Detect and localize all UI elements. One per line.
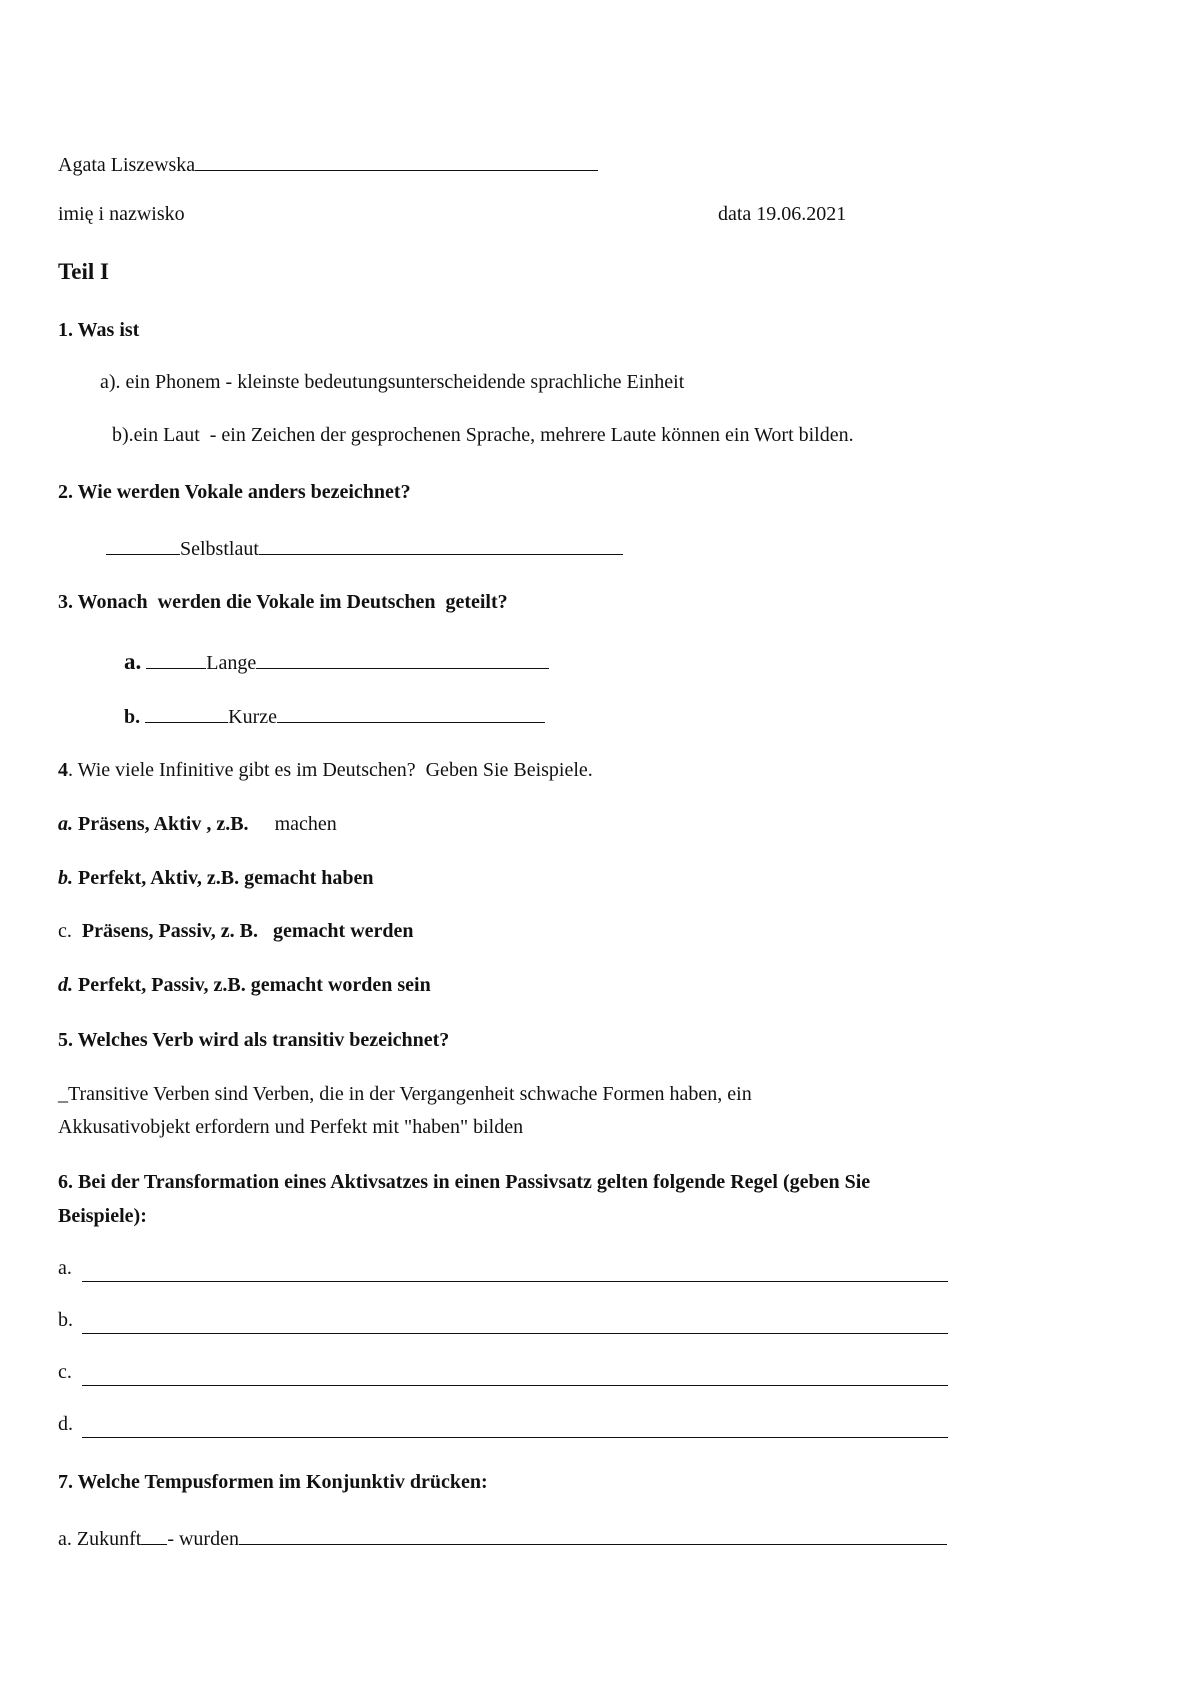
answer-5-line-2: Akkusativobjekt erfordern und Perfekt mit "haben" bilden (58, 1116, 524, 1138)
question-1-number: 1 (58, 319, 68, 341)
answer-3a-label: a. (124, 649, 142, 674)
answer-4b (58, 866, 374, 890)
answer-6c-line (82, 1385, 948, 1386)
section-title: Teil I (58, 259, 109, 284)
answer-3b-label: b. (124, 706, 141, 728)
answer-7a-underline-left (141, 1524, 167, 1545)
answer-3b: Kurze (228, 706, 277, 728)
answer-7a-text: a. Zukunft (58, 1528, 142, 1550)
name-underline (195, 150, 598, 171)
answer-3a-line (124, 648, 549, 676)
question-6-line-1: 6. Bei der Transformation eines Aktivsatzes in einen Passivsatz gelten folgende Regel (geben Sie (58, 1171, 871, 1193)
answer-4d (58, 973, 431, 997)
answer-6a-label: a. (58, 1257, 72, 1279)
answer-3b-underline-left (145, 702, 228, 723)
question-2 (58, 480, 411, 504)
answer-6d-line (82, 1437, 948, 1438)
answer-5-line-1: _Transitive Verben sind Verben, die in der Vergangenheit schwache Formen haben, ein (58, 1083, 752, 1105)
answer-2-line (106, 534, 623, 561)
answer-3b-line (124, 702, 545, 729)
answer-3b-underline-right (277, 702, 545, 723)
answer-2: Selbstlaut (180, 538, 259, 560)
answer-4d-letter: d. (58, 974, 73, 996)
answer-7a: - wurden (167, 1528, 239, 1550)
answer-3a-underline-right (256, 648, 549, 669)
answer-6b-label: b. (58, 1309, 73, 1331)
answer-4c-letter: c. (58, 920, 72, 942)
question-4 (58, 758, 593, 782)
answer-7a-line (58, 1524, 947, 1551)
answer-1a: a). ein Phonem - kleinste bedeutungsunterscheidende sprachliche Einheit (100, 371, 685, 393)
answer-6c-label: c. (58, 1361, 72, 1383)
answer-2-underline-right (259, 534, 623, 555)
question-2-text: . Wie werden Vokale anders bezeichnet? (68, 481, 411, 503)
date-field: data 19.06.2021 (718, 203, 847, 225)
answer-4b-text: Perfekt, Aktiv, z.B. gemacht haben (73, 867, 374, 889)
answer-3a: Lange (206, 652, 257, 674)
question-7: 7. Welche Tempusformen im Konjunktiv drücken: (58, 1471, 488, 1493)
answer-7a-underline-right (239, 1524, 947, 1545)
name-label: imię i nazwisko (58, 203, 185, 225)
answer-4a (58, 812, 337, 836)
answer-4a-letter: a. (58, 813, 73, 835)
question-4-text: . Wie viele Infinitive gibt es im Deutschen? Geben Sie Beispiele. (68, 759, 593, 781)
question-3: 3. Wonach werden die Vokale im Deutschen geteilt? (58, 591, 508, 613)
answer-6a-line (82, 1281, 948, 1282)
name-line (58, 150, 598, 177)
student-name: Agata Liszewska (58, 154, 196, 176)
answer-4c (58, 919, 414, 943)
answer-6d-label: d. (58, 1413, 73, 1435)
answer-1b: b).ein Laut - ein Zeichen der gesprochenen Sprache, mehrere Laute können ein Wort bilden. (112, 424, 854, 446)
answer-4b-letter: b. (58, 867, 73, 889)
answer-2-underline-left (106, 534, 180, 555)
question-5: 5. Welches Verb wird als transitiv bezeichnet? (58, 1029, 450, 1051)
answer-4c-text: Präsens, Passiv, z. B. gemacht werden (71, 920, 414, 942)
answer-4a-text: Präsens, Aktiv , z.B. (73, 813, 249, 835)
question-1-text: . Was ist (68, 319, 140, 341)
question-2-number: 2 (58, 481, 68, 503)
answer-6b-line (82, 1333, 948, 1334)
question-6-line-2: Beispiele): (58, 1205, 147, 1227)
answer-4d-text: Perfekt, Passiv, z.B. gemacht worden sein (73, 974, 431, 996)
answer-3a-underline-left (146, 648, 206, 669)
answer-4a-example: machen (274, 813, 337, 835)
question-4-number: 4 (58, 759, 68, 781)
question-1 (58, 318, 139, 342)
